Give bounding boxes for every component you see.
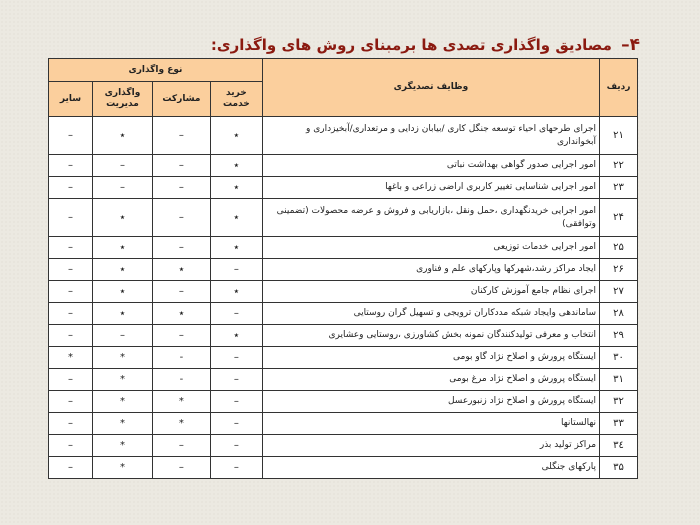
row-number-cell: ۳۲: [600, 391, 638, 413]
partnership-cell: *: [152, 391, 210, 413]
service-purchase-cell: ٭: [210, 199, 262, 237]
service-purchase-cell: ٭: [210, 155, 262, 177]
duty-cell: نهالستانها: [262, 413, 599, 435]
duty-cell: ایجاد مراکز رشد،شهرکها وپارکهای علم و فناوری: [262, 259, 599, 281]
service-purchase-cell: –: [210, 303, 262, 325]
partnership-cell: ٭: [152, 303, 210, 325]
other-cell: –: [49, 237, 93, 259]
table-row: [49, 237, 638, 259]
duty-cell: انتخاب و معرفی تولیدکنندگان نمونه بخش کشاورزی ،روستایی وعشایری: [262, 325, 599, 347]
management-delegation-cell: –: [93, 325, 153, 347]
management-delegation-cell: *: [93, 369, 153, 391]
management-delegation-cell: –: [93, 155, 153, 177]
row-number-cell: ۳٤: [600, 435, 638, 457]
delegation-table: [48, 58, 638, 479]
duty-cell: مراکز تولید بذر: [262, 435, 599, 457]
partnership-cell: -: [152, 347, 210, 369]
management-delegation-cell: ٭: [93, 199, 153, 237]
row-number-cell: ۲۹: [600, 325, 638, 347]
partnership-cell: *: [152, 413, 210, 435]
row-number-cell: ۲۲: [600, 155, 638, 177]
partnership-cell: –: [152, 117, 210, 155]
other-cell: –: [49, 413, 93, 435]
partnership-cell: –: [152, 435, 210, 457]
slide-title: [40, 34, 640, 56]
row-number-cell: ۳۳: [600, 413, 638, 435]
table-row: [49, 413, 638, 435]
duty-cell: ایستگاه پرورش و اصلاح نژاد زنبورعسل: [262, 391, 599, 413]
header-other: سایر: [49, 82, 93, 117]
title-number: ۴–: [621, 35, 640, 55]
other-cell: –: [49, 177, 93, 199]
service-purchase-cell: ٭: [210, 325, 262, 347]
row-number-cell: ۲۵: [600, 237, 638, 259]
row-number-cell: ۲۳: [600, 177, 638, 199]
table-row: [49, 391, 638, 413]
management-delegation-cell: *: [93, 391, 153, 413]
service-purchase-cell: –: [210, 347, 262, 369]
partnership-cell: –: [152, 199, 210, 237]
service-purchase-cell: –: [210, 369, 262, 391]
partnership-cell: -: [152, 369, 210, 391]
service-purchase-cell: ٭: [210, 281, 262, 303]
header-management-delegation: واگذاری مدیریت: [93, 82, 153, 117]
header-service-purchase: خرید خدمت: [210, 82, 262, 117]
partnership-cell: ٭: [152, 259, 210, 281]
service-purchase-cell: ٭: [210, 237, 262, 259]
other-cell: –: [49, 457, 93, 479]
partnership-cell: –: [152, 155, 210, 177]
table-row: [49, 325, 638, 347]
duty-cell: پارکهای جنگلی: [262, 457, 599, 479]
duty-cell: ایستگاه پرورش و اصلاح نژاد گاو بومی: [262, 347, 599, 369]
other-cell: *: [49, 347, 93, 369]
table-row: [49, 435, 638, 457]
table-row: [49, 117, 638, 155]
row-number-cell: ۲۸: [600, 303, 638, 325]
other-cell: –: [49, 303, 93, 325]
header-duties: وظایف تصدیگری: [262, 59, 599, 117]
duty-cell: امور اجرایی خدمات توزیعی: [262, 237, 599, 259]
table-row: [49, 303, 638, 325]
duty-cell: ایستگاه پرورش و اصلاح نژاد مرغ بومی: [262, 369, 599, 391]
header-row-number: ردیف: [600, 59, 638, 117]
table-row: [49, 259, 638, 281]
table-row: [49, 347, 638, 369]
partnership-cell: –: [152, 237, 210, 259]
management-delegation-cell: ٭: [93, 117, 153, 155]
row-number-cell: ۲۷: [600, 281, 638, 303]
management-delegation-cell: –: [93, 177, 153, 199]
other-cell: –: [49, 391, 93, 413]
partnership-cell: –: [152, 177, 210, 199]
header-partnership: مشارکت: [152, 82, 210, 117]
other-cell: –: [49, 281, 93, 303]
other-cell: –: [49, 199, 93, 237]
service-purchase-cell: –: [210, 259, 262, 281]
other-cell: –: [49, 325, 93, 347]
management-delegation-cell: *: [93, 457, 153, 479]
table-row: [49, 457, 638, 479]
management-delegation-cell: ٭: [93, 237, 153, 259]
row-number-cell: ۳۵: [600, 457, 638, 479]
other-cell: –: [49, 369, 93, 391]
other-cell: –: [49, 435, 93, 457]
duty-cell: امور اجرایی خریدنگهداری ،حمل ونقل ،بازاریابی و فروش و عرضه محصولات (تضمینی وتوافقی): [262, 199, 599, 237]
row-number-cell: ۲۱: [600, 117, 638, 155]
service-purchase-cell: ٭: [210, 117, 262, 155]
management-delegation-cell: *: [93, 413, 153, 435]
header-delegation-type: نوع واگذاری: [49, 59, 263, 82]
service-purchase-cell: ٭: [210, 177, 262, 199]
management-delegation-cell: ٭: [93, 303, 153, 325]
partnership-cell: –: [152, 325, 210, 347]
table-row: [49, 155, 638, 177]
duty-cell: اجرای طرحهای احیاء توسعه جنگل کاری /بیابان زدایی و مرتعداری/آبخیزداری و آبخوانداری: [262, 117, 599, 155]
other-cell: –: [49, 155, 93, 177]
duty-cell: اجرای نظام جامع آموزش کارکنان: [262, 281, 599, 303]
partnership-cell: –: [152, 457, 210, 479]
row-number-cell: ۳۱: [600, 369, 638, 391]
duty-cell: امور اجرایی شناسایی تغییر کاربری اراضی زراعی و باغها: [262, 177, 599, 199]
row-number-cell: ۲۶: [600, 259, 638, 281]
title-text: مصادیق واگذاری تصدی ها برمبنای روش های واگذاری:: [210, 36, 612, 54]
table-row: [49, 177, 638, 199]
row-number-cell: ۲۴: [600, 199, 638, 237]
other-cell: –: [49, 117, 93, 155]
service-purchase-cell: –: [210, 413, 262, 435]
management-delegation-cell: ٭: [93, 259, 153, 281]
partnership-cell: –: [152, 281, 210, 303]
table-row: [49, 281, 638, 303]
row-number-cell: ۳۰: [600, 347, 638, 369]
table-row: [49, 369, 638, 391]
duty-cell: ساماندهی وایجاد شبکه مددکاران ترویجی و تسهیل گران روستایی: [262, 303, 599, 325]
service-purchase-cell: –: [210, 391, 262, 413]
management-delegation-cell: ٭: [93, 281, 153, 303]
service-purchase-cell: –: [210, 457, 262, 479]
duty-cell: امور اجرایی صدور گواهی بهداشت نباتی: [262, 155, 599, 177]
table-row: [49, 199, 638, 237]
service-purchase-cell: –: [210, 435, 262, 457]
management-delegation-cell: *: [93, 347, 153, 369]
management-delegation-cell: *: [93, 435, 153, 457]
other-cell: –: [49, 259, 93, 281]
